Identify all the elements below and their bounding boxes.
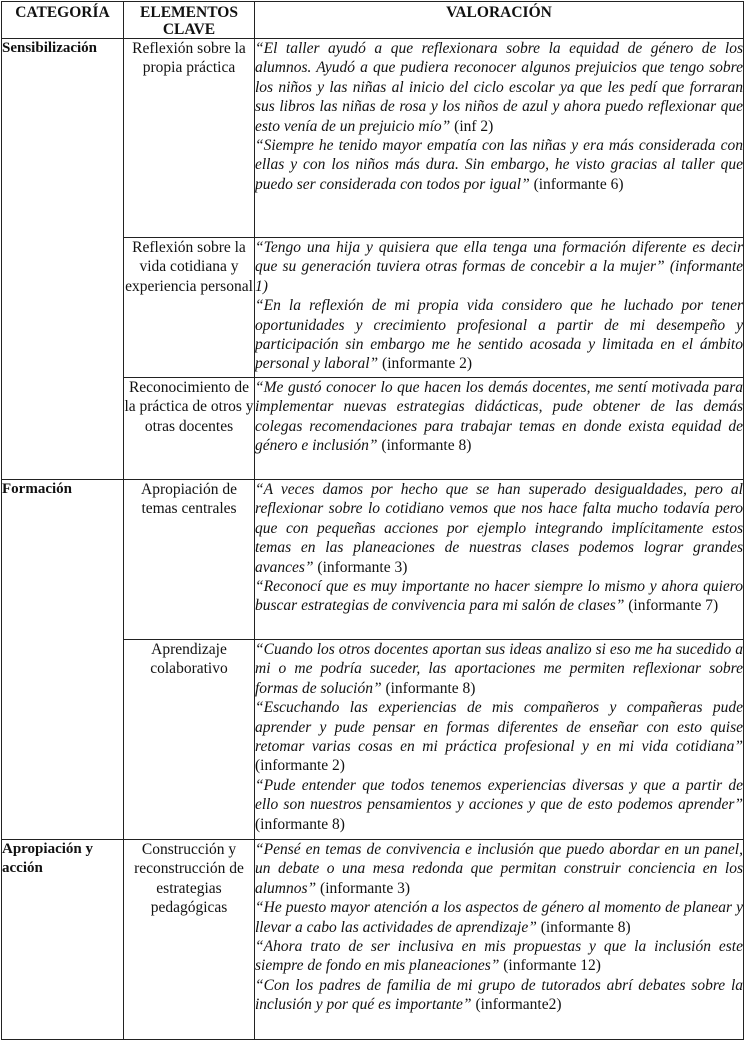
quote: “A veces damos por hecho que se han superado desigualdades, pero al reflexionar sobre lo cotidiano vemos que nos hace falta mucho todavía pero que con pequeñas acciones por ejemplo integrando implícitamente estos temas en las planeaciones de nuestras clases podemos lograr grandes avances” (informante 3) xyxy=(255,481,743,576)
category-cell: Formación xyxy=(2,480,124,840)
key-element-cell: Reflexión sobre la vida cotidiana y experiencia personal xyxy=(124,238,255,378)
key-element-cell: Reconocimiento de la práctica de otros y otras docentes xyxy=(124,378,255,480)
quote: “Con los padres de familia de mi grupo de tutorados abrí debates sobre la inclusión y por qué es importante” (informante2) xyxy=(255,976,743,1014)
quote: “Reconocí que es muy importante no hacer siempre lo mismo y ahora quiero buscar estrategias de convivencia para mi salón de clases” (informante 7) xyxy=(255,578,743,615)
header-assessment: VALORACIÓN xyxy=(255,2,744,39)
quote: “Ahora trato de ser inclusiva en mis propuestas y que la inclusión este siempre de fondo en mis planeaciones” (informante 12) xyxy=(255,938,743,975)
header-key-elements: ELEMENTOS CLAVE xyxy=(124,2,255,39)
assessment-cell xyxy=(255,840,744,1040)
quote: “Pensé en temas de convivencia e inclusión que puedo abordar en un panel, un debate o una mesa redonda que permitan construir conciencia en los alumnos” (informante 3) xyxy=(255,841,743,897)
quote: “En la reflexión de mi propia vida considero que he luchado por tener oportunidades y crecimiento profesional a partir de mi desempeño y participación sin embargo me he sentido acosada y limitada en el ámbito personal y laboral” (informante 2) xyxy=(255,297,743,373)
table-row xyxy=(2,480,744,640)
quote: “El taller ayudó a que reflexionara sobre la equidad de género de los alumnos. Ayudó a que pudiera reconocer algunos prejuicios que tengo sobre los niños y las niñas al inicio del ciclo escolar ya que les pedí que forraran sus libros las niñas de rosa y los niños de azul y ahora puedo reflexionar que esto venía de un prejuicio mío” (inf 2) xyxy=(255,40,743,135)
table-row xyxy=(2,39,744,238)
category-cell: Apropiación y acción xyxy=(2,840,124,1040)
assessment-cell xyxy=(255,480,744,640)
category-cell: Sensibilización xyxy=(2,39,124,480)
quote: “Me gustó conocer lo que hacen los demás docentes, me sentí motivada para implementar nuevas estrategias didácticas, pude obtener de las demás colegas recomendaciones para trabajar temas en donde exista equidad de género e inclusión” (informante 8) xyxy=(255,379,743,455)
assessment-cell xyxy=(255,640,744,840)
assessment-cell xyxy=(255,238,744,378)
assessment-cell xyxy=(255,378,744,480)
quote: “He puesto mayor atención a los aspectos de género al momento de planear y llevar a cabo las actividades de aprendizaje” (informante 8) xyxy=(255,899,743,936)
key-element-cell: Reflexión sobre la propia práctica xyxy=(124,39,255,238)
table-row xyxy=(2,840,744,1040)
quote: “Cuando los otros docentes aportan sus ideas analizo si eso me ha sucedido a mi o me podría suceder, las aportaciones me permiten reflexionar sobre formas de solución” (informante 8) xyxy=(255,641,743,697)
quote: “Escuchando las experiencias de mis compañeros y compañeras pude aprender y pude pensar en formas diferentes de enseñar con esto quise retomar varias cosas en mi práctica profesional y en mi vida cotidiana” (informante 2) xyxy=(255,699,743,775)
assessment-cell xyxy=(255,39,744,238)
quote: “Pude entender que todos tenemos experiencias diversas y que a partir de ello son nuestros pensamientos y acciones y que de esto podemos aprender” (informante 8) xyxy=(255,776,743,833)
header-category: CATEGORÍA xyxy=(2,2,124,39)
table-header-row xyxy=(2,2,744,39)
key-element-cell: Apropiación de temas centrales xyxy=(124,480,255,640)
assessment-table xyxy=(1,1,744,1040)
key-element-cell: Construcción y reconstrucción de estrategias pedagógicas xyxy=(124,840,255,1040)
key-element-cell: Aprendizaje colaborativo xyxy=(124,640,255,840)
quote: “Siempre he tenido mayor empatía con las niñas y era más considerada con ellas y con los niños más dura. Sin embargo, he visto gracias al taller que puedo ser considerada con todos por igual” (informante 6) xyxy=(255,137,743,193)
quote: “Tengo una hija y quisiera que ella tenga una formación diferente es decir que su generación tuviera otras formas de concebir a la mujer” (informante 1) xyxy=(255,239,743,295)
